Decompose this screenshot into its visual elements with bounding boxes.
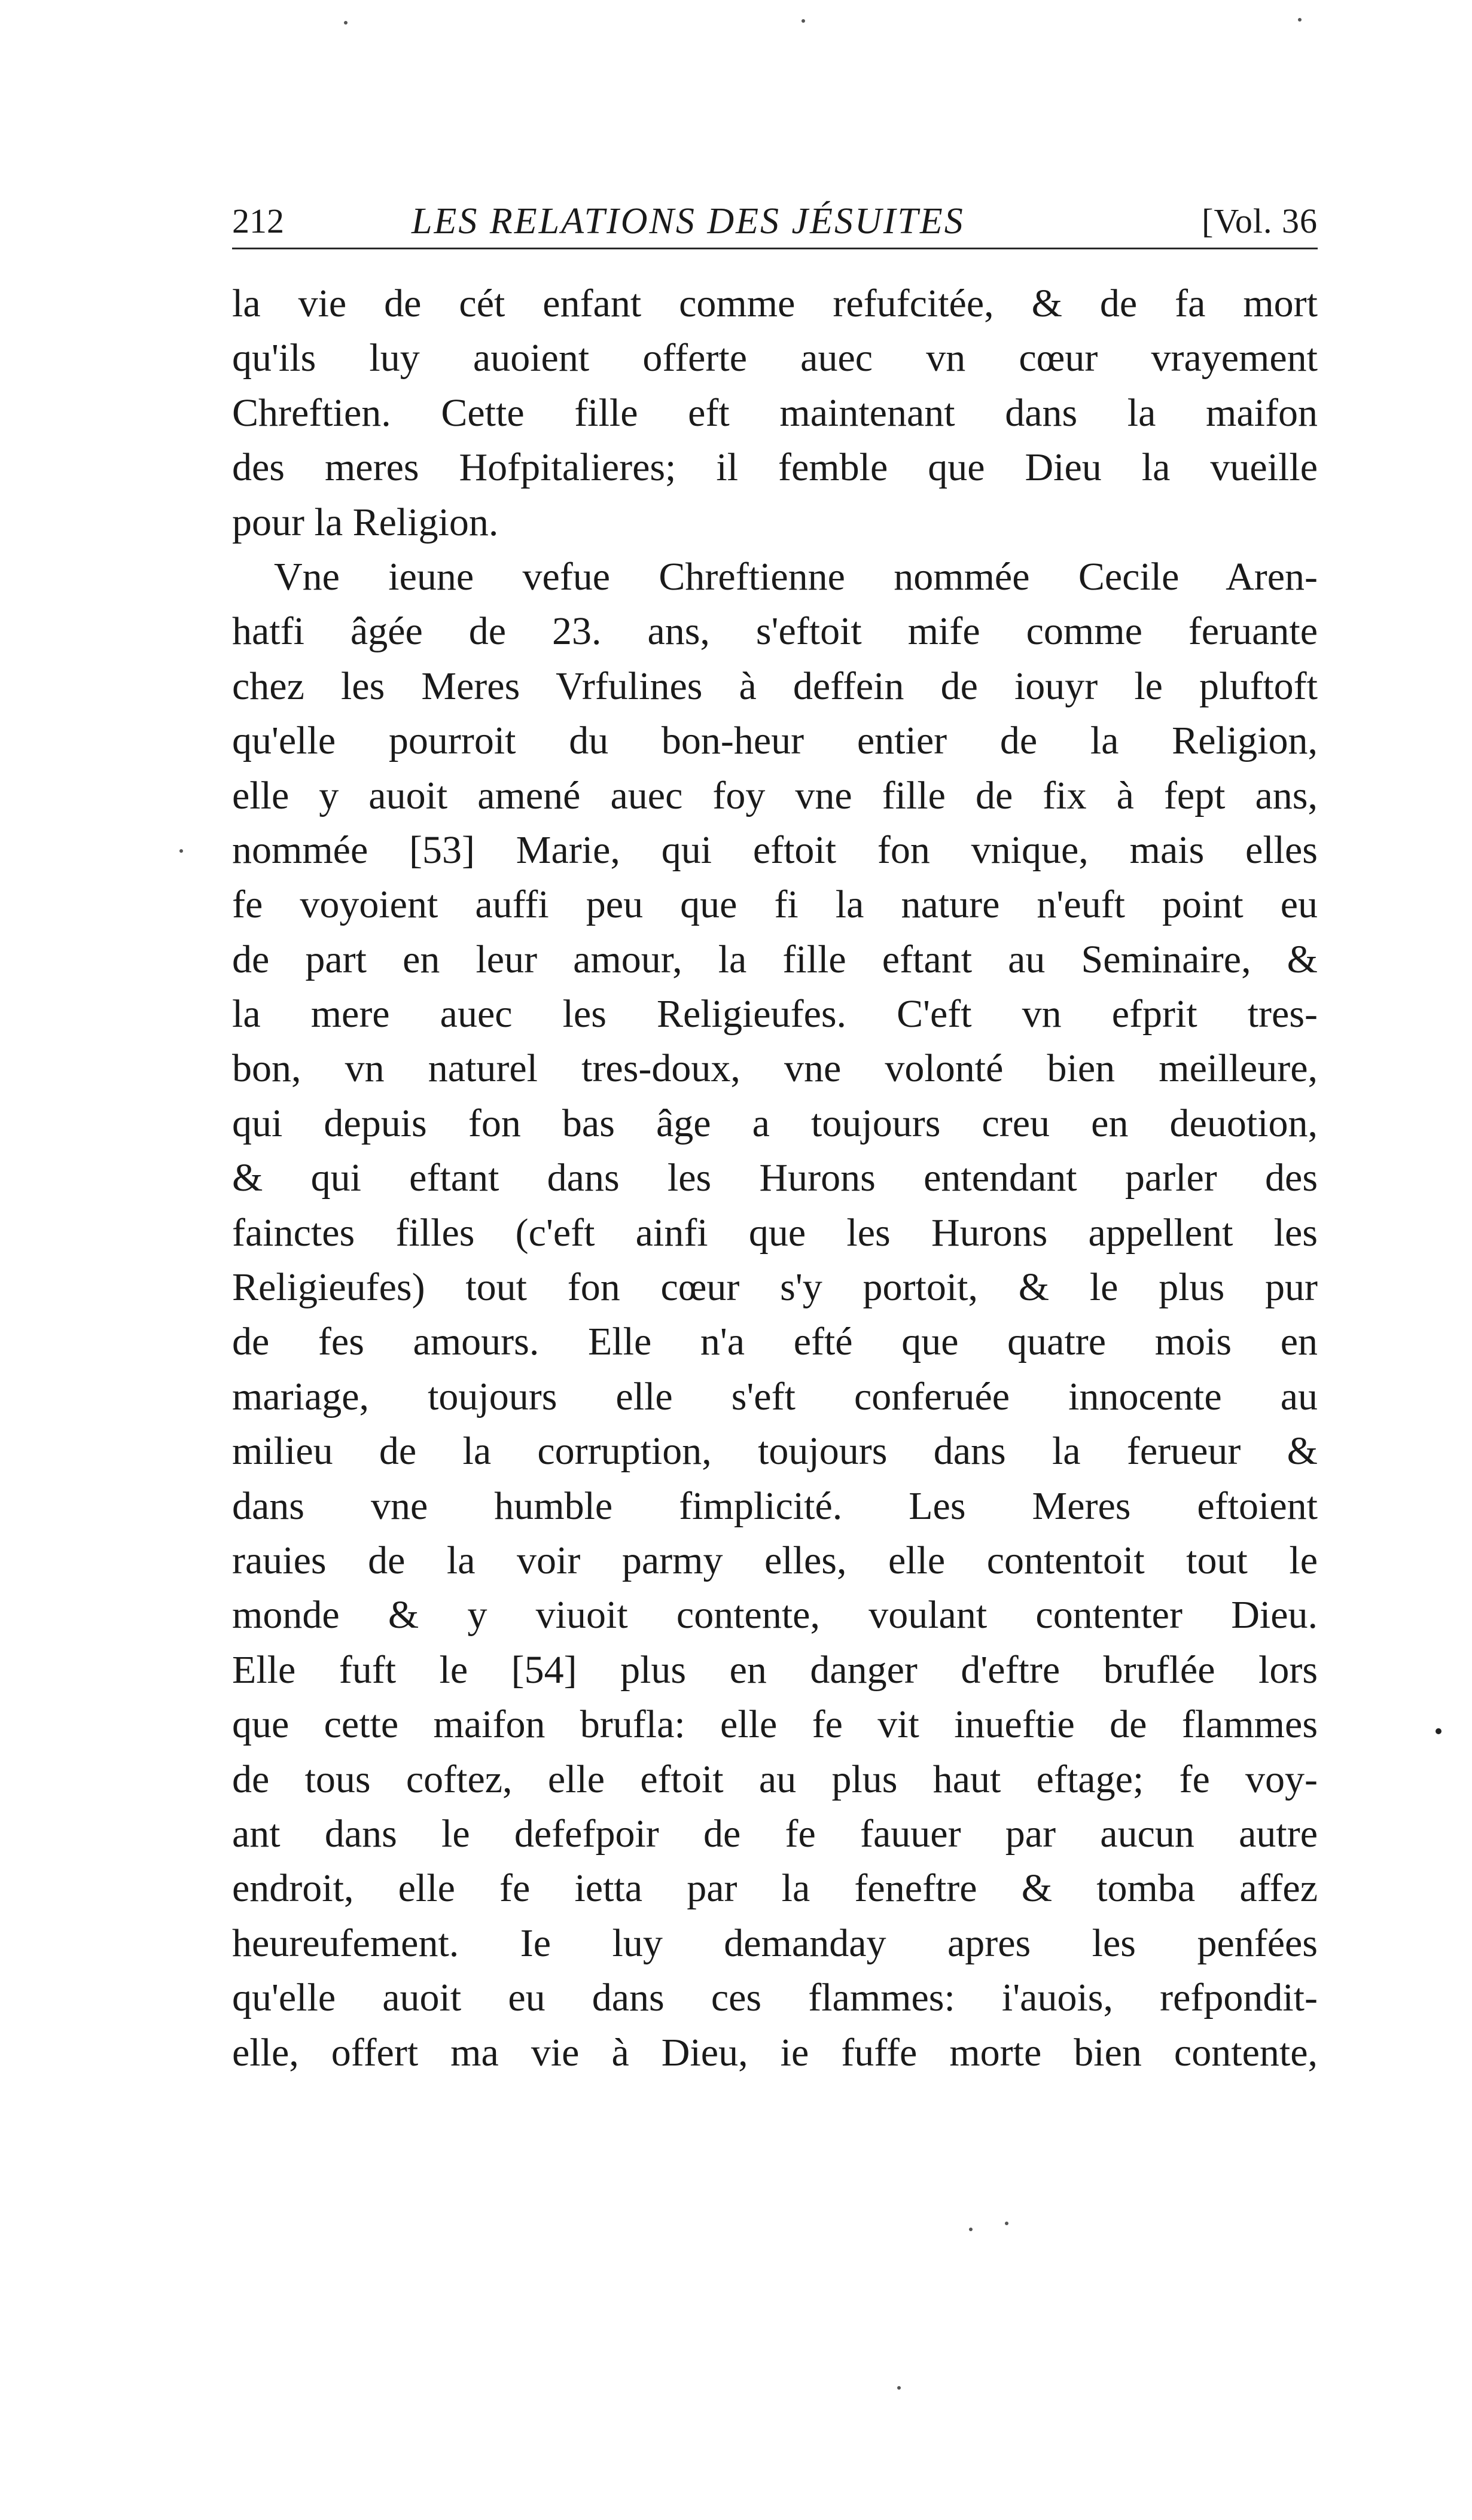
scan-speck (801, 19, 805, 23)
text-line: elle, offert ma vie à Dieu, ie fuffe morte bien contente, (232, 2030, 1318, 2074)
text-line: qu'elle auoit eu dans ces flammes: i'auois, refpondit- (232, 1976, 1318, 2020)
header-rule (232, 248, 1318, 249)
text-line: fe voyoient auffi peu que fi la nature n'euft point eu (232, 883, 1318, 927)
text-line: de fes amours. Elle n'a efté que quatre mois en (232, 1320, 1318, 1364)
text-line: mariage, toujours elle s'eft conferuée innocente au (232, 1374, 1318, 1418)
scan-speck (179, 849, 183, 853)
text-line: hatfi âgée de 23. ans, s'eftoit mife comme feruante (232, 609, 1318, 654)
text-line: Elle fuft le [54] plus en danger d'eftre bruflée lors (232, 1648, 1318, 1692)
text-line: heureufement. Ie luy demanday apres les penfées (232, 1921, 1318, 1965)
scan-speck (969, 2228, 973, 2231)
page-number: 212 (232, 202, 284, 240)
text-line: qu'ils luy auoient offerte auec vn cœur vrayement (232, 336, 1318, 380)
text-line: la mere auec les Religieufes. C'eft vn efprit tres- (232, 992, 1318, 1036)
text-line: de tous coftez, elle eftoit au plus haut eftage; fe voy- (232, 1757, 1318, 1801)
scan-speck (1436, 1728, 1441, 1734)
text-line: dans vne humble fimplicité. Les Meres eftoient (232, 1484, 1318, 1528)
text-line: endroit, elle fe ietta par la feneftre & tomba affez (232, 1866, 1318, 1911)
text-line: pour la Religion. (232, 500, 499, 544)
text-line: ant dans le defefpoir de fe fauuer par aucun autre (232, 1811, 1318, 1856)
text-line: & qui eftant dans les Hurons entendant parler des (232, 1156, 1318, 1200)
paragraph-first-line: Vne ieune vefue Chreftienne nommée Cecile Aren- (274, 554, 1318, 599)
text-line: rauies de la voir parmy elles, elle contentoit tout le (232, 1538, 1318, 1582)
text-line: bon, vn naturel tres-doux, vne volonté bien meilleure, (232, 1047, 1318, 1091)
running-title: LES RELATIONS DES JÉSUITES (412, 201, 965, 242)
text-line: Chreftien. Cette fille eft maintenant dans la maifon (232, 390, 1318, 435)
text-line: Religieufes) tout fon cœur s'y portoit, & le plus pur (232, 1265, 1318, 1310)
running-head (232, 197, 1318, 251)
text-line: de part en leur amour, la fille eftant au Seminaire, & (232, 937, 1318, 981)
text-line: milieu de la corruption, toujours dans la ferueur & (232, 1429, 1318, 1473)
scan-speck (1005, 2222, 1008, 2225)
text-line: fainctes filles (c'eft ainfi que les Hurons appellent les (232, 1210, 1318, 1255)
text-line: qui depuis fon bas âge a toujours creu en deuotion, (232, 1101, 1318, 1145)
scan-speck (897, 2386, 901, 2390)
scan-speck (344, 21, 348, 25)
text-line: monde & y viuoit contente, voulant contenter Dieu. (232, 1593, 1318, 1637)
text-line: la vie de cét enfant comme refufcitée, & de fa mort (232, 282, 1318, 325)
text-line: chez les Meres Vrfulines à deffein de iouyr le pluftoft (232, 664, 1318, 708)
volume-reference: [Vol. 36 (1202, 202, 1318, 240)
text-line: que cette maifon brufla: elle fe vit inueftie de flammes (232, 1703, 1318, 1747)
scan-speck (1298, 18, 1302, 22)
text-line: elle y auoit amené auec foy vne fille de fix à fept ans, (232, 773, 1318, 817)
text-line: des meres Hofpitalieres; il femble que Dieu la vueille (232, 446, 1318, 490)
text-line: nommée [53] Marie, qui eftoit fon vnique, mais elles (232, 828, 1318, 872)
body-text (232, 276, 1318, 2080)
text-line: qu'elle pourroit du bon-heur entier de la Religion, (232, 719, 1318, 763)
